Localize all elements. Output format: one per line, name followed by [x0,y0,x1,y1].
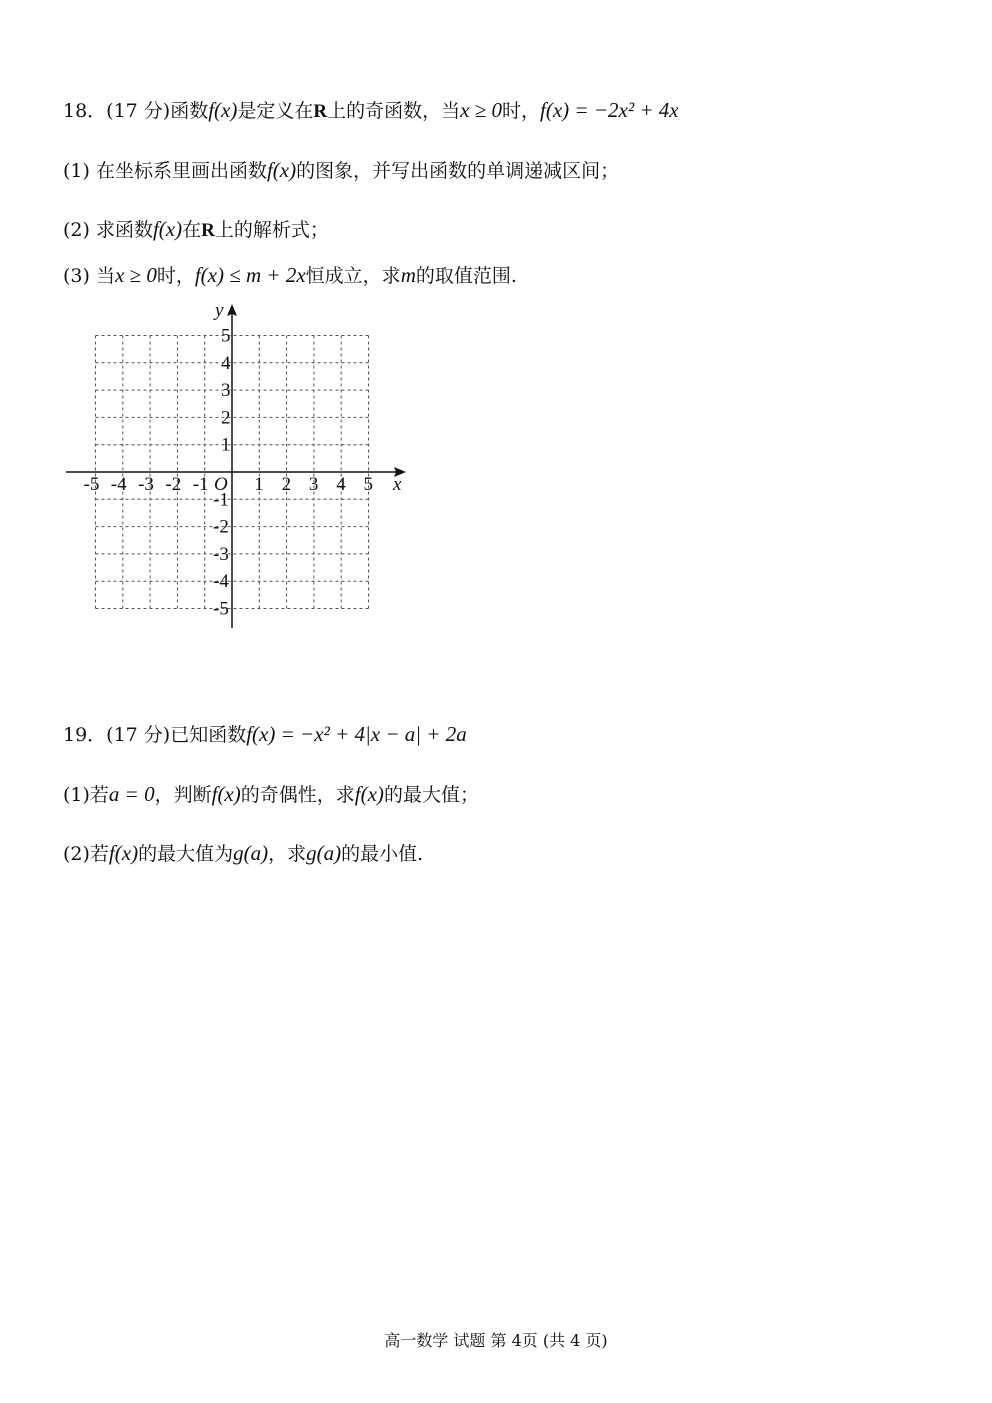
q18-p1-function: f(x) [266,158,297,182]
q19-p1-condition: a = 0 [108,782,155,806]
q18-part-2 [63,217,329,243]
x-tick-label: 5 [363,474,373,495]
q19-p1-text-1: (1)若 [63,784,109,806]
q19-p1-function-2: f(x) [354,782,384,806]
q18-p3-text-3: 恒成立，求 [305,265,401,287]
q18-number-score: 18．(17 分)函数 [63,100,209,122]
x-tick-label: -2 [165,474,182,495]
q19-p1-function: f(x) [211,782,241,806]
y-tick-label: 1 [221,434,231,456]
q18-p3-text-2: 时， [156,265,195,287]
q18-p1-text-2: 的图象，并写出函数的单调递减区间； [296,160,620,182]
y-axis-label: y [215,300,224,321]
q18-formula: f(x) = −2x² + 4x [540,98,679,122]
q18-p3-text-1: (3) 当 [63,265,115,287]
q19-p1-text-2: ，判断 [154,784,212,806]
q19-part-1 [63,782,479,807]
q18-function-name: f(x) [208,98,238,122]
x-tick-label: 4 [336,474,346,495]
q18-p3-text-4: 的取值范围. [415,265,517,287]
q19-p1-text-4: 的最大值； [383,784,479,806]
y-tick-label: -2 [213,516,229,538]
q18-p3-m: m [400,263,416,287]
origin-label: O [214,474,228,495]
x-tick-label: 3 [308,474,319,495]
q19-p2-text-1: (2)若 [63,843,109,865]
y-tick-label: -3 [213,543,229,565]
q18-real-set: R [313,101,328,122]
y-tick-label: 4 [221,352,231,374]
q18-p3-inequality: f(x) ≤ m + 2x [194,263,306,287]
coordinate-grid [62,298,412,638]
q18-p2-text-1: (2) 求函数 [63,219,153,241]
x-tick-label: -4 [110,474,127,495]
x-tick-label: 1 [254,474,264,495]
q19-p2-g-a-2: g(a) [306,841,342,865]
y-tick-label: -4 [213,571,229,593]
y-tick-label: 2 [221,407,231,429]
q19-p2-text-4: 的最小值. [341,843,424,865]
q18-p1-text-1: (1) 在坐标系里画出函数 [63,160,267,182]
x-tick-label: -1 [192,474,209,495]
q19-p2-text-2: 的最大值为 [138,843,234,865]
q18-p2-text-2: 在 [182,219,202,241]
q18-p2-text-3: 上的解析式； [214,219,329,241]
y-tick-label: -5 [213,598,229,620]
q18-p2-real-set: R [201,220,215,241]
q18-text-3: 时， [502,100,541,122]
q19-p2-function: f(x) [108,841,139,865]
x-axis-label: x [393,474,402,495]
y-tick-label: 5 [221,325,231,347]
q18-p3-condition: x ≥ 0 [114,263,157,287]
q18-condition: x ≥ 0 [460,98,502,122]
page-footer: 高一数学 试题 第 4页 (共 4 页) [384,1331,608,1350]
q19-part-2 [63,841,423,866]
q18-text-2: 上的奇函数，当 [327,100,461,122]
q18-part-1 [63,158,619,183]
q19-number-score: 19．(17 分)已知函数 [63,724,247,746]
q19-p2-g-a: g(a) [233,841,269,865]
q19-p2-text-3: ，求 [268,843,307,865]
q19-p1-text-3: 的奇偶性，求 [240,784,355,806]
q19-formula: f(x) = −x² + 4|x − a| + 2a [246,722,467,746]
q18-part-3 [63,263,517,288]
q18-p2-function: f(x) [152,217,183,241]
q18-heading [63,98,679,124]
q18-text-1: 是定义在 [237,100,314,122]
x-tick-label: -5 [83,474,100,495]
x-tick-label: 2 [281,474,292,495]
q19-heading [63,722,467,747]
y-tick-label: 3 [221,380,231,402]
y-tick-label: -1 [213,489,229,511]
x-tick-label: -3 [138,474,154,495]
